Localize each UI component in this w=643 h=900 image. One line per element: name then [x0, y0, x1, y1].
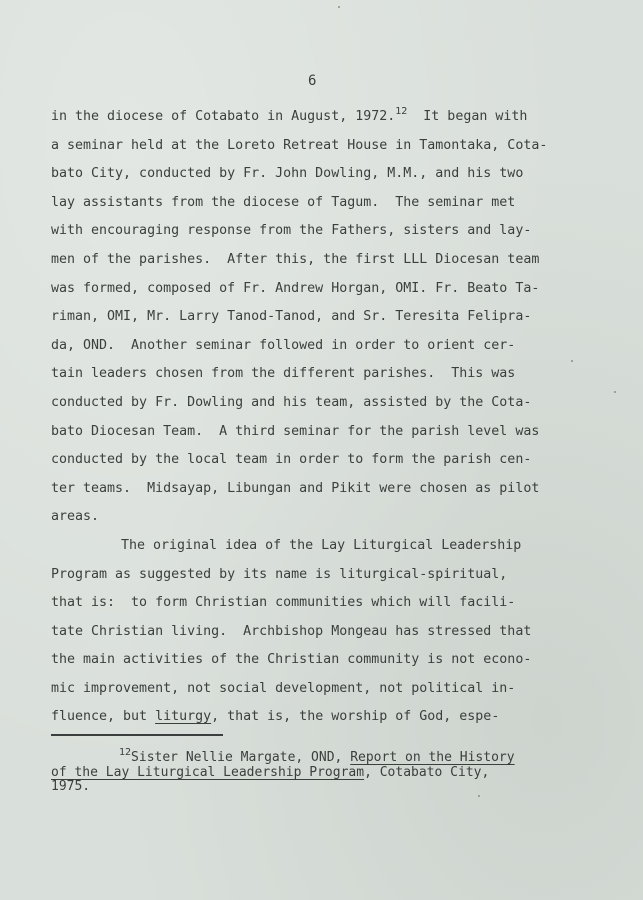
page-number: 6	[308, 73, 317, 89]
text-line: lay assistants from the diocese of Tagum. The seminar met	[51, 194, 516, 210]
text-line: tate Christian living. Archbishop Mongeau has stressed that	[51, 623, 532, 639]
text-line: men of the parishes. After this, the first LLL Diocesan team	[51, 251, 540, 267]
footnote-line-2	[51, 766, 596, 781]
paragraph-start-line: The original idea of the Lay Liturgical Leadership	[121, 537, 522, 553]
text-line-1	[51, 103, 596, 132]
footnote-lead: Sister Nellie Margate, OND,	[131, 750, 351, 765]
text-line: conducted by the local team in order to form the parish cen-	[51, 452, 532, 468]
text-line: that is: to form Christian communities which will facili-	[51, 595, 516, 611]
footnote-tail: , Cotabato City,	[364, 764, 490, 780]
paper-speck	[478, 795, 480, 797]
text-line: a seminar held at the Loreto Retreat House in Tamontaka, Cota-	[51, 137, 548, 153]
footnote-title-part2: of the Lay Liturgical Leadership Program	[51, 764, 365, 780]
text-line-1-start: in the diocese of Cotabato in August, 1972.	[51, 109, 396, 124]
paper-speck	[338, 6, 340, 8]
text-line: conducted by Fr. Dowling and his team, assisted by the Cota-	[51, 394, 532, 410]
text-line: with encouraging response from the Fathers, sisters and lay-	[51, 223, 532, 239]
text-line: areas.	[51, 509, 100, 525]
footnote-divider	[51, 734, 223, 736]
footnote-line-3	[51, 780, 596, 795]
footnote	[51, 747, 596, 795]
text-line: Program as suggested by its name is liturgical-spiritual,	[51, 566, 508, 582]
paper-speck	[571, 360, 573, 362]
text-line-last	[51, 703, 596, 732]
text-line-1-tail: It began with	[407, 109, 528, 124]
footnote-reference[interactable]: 12	[395, 106, 408, 117]
text-line: the main activities of the Christian community is not econo-	[51, 652, 532, 668]
text-line: mic improvement, not social development, not political in-	[51, 680, 516, 696]
paper-speck	[614, 391, 616, 393]
text-line: riman, OMI, Mr. Larry Tanod-Tanod, and Sr. Teresita Felipra-	[51, 309, 532, 325]
text-line: bato City, conducted by Fr. John Dowling, M.M., and his two	[51, 166, 524, 182]
text-line: ter teams. Midsayap, Libungan and Pikit were chosen as pilot	[51, 480, 540, 496]
text-line: was formed, composed of Fr. Andrew Horgan, OMI. Fr. Beato Ta-	[51, 280, 540, 296]
text-line: da, OND. Another seminar followed in order to orient cer-	[51, 337, 516, 353]
footnote-mark: 12	[119, 747, 132, 758]
underlined-word-liturgy: liturgy	[155, 709, 212, 725]
footnote-title-part1: Report on the History	[350, 750, 515, 765]
body-text	[51, 103, 596, 732]
footnote-year: 1975.	[51, 779, 91, 794]
last-line-end: , that is, the worship of God, espe-	[211, 709, 500, 725]
text-line: bato Diocesan Team. A third seminar for the parish level was	[51, 423, 540, 439]
text-line: tain leaders chosen from the different parishes. This was	[51, 366, 516, 382]
last-line-start: fluence, but	[51, 709, 156, 725]
footnote-line-1	[51, 747, 596, 766]
